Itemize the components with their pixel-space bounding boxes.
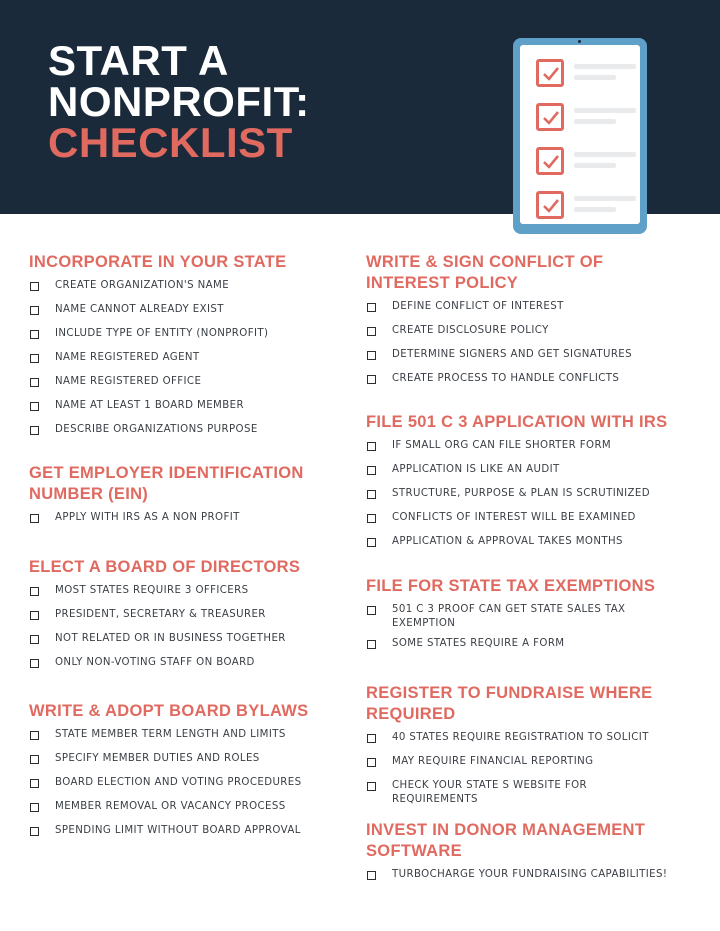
- checkbox[interactable]: [30, 827, 39, 836]
- section-title: FILE FOR STATE TAX EXEMPTIONS: [366, 577, 656, 595]
- checkbox[interactable]: [30, 306, 39, 315]
- page-title: [48, 37, 310, 166]
- checklist-item: CHECK YOUR STATE S WEBSITE FOR: [392, 780, 588, 791]
- checklist-item: CONFLICTS OF INTEREST WILL BE EXAMINED: [392, 512, 636, 523]
- checkbox[interactable]: [30, 514, 39, 523]
- check-icon: [536, 147, 636, 175]
- checkbox[interactable]: [367, 538, 376, 547]
- checklist-item: SPENDING LIMIT WITHOUT BOARD APPROVAL: [55, 825, 301, 836]
- checkbox[interactable]: [30, 659, 39, 668]
- checklist-item: STRUCTURE, PURPOSE & PLAN IS SCRUTINIZED: [392, 488, 650, 499]
- camera-dot: [578, 40, 581, 43]
- section-title: WRITE & ADOPT BOARD BYLAWS: [29, 702, 309, 720]
- checklist-item: CREATE ORGANIZATION'S NAME: [55, 280, 230, 291]
- checklist-item: NAME CANNOT ALREADY EXIST: [55, 304, 224, 315]
- checkbox[interactable]: [30, 803, 39, 812]
- checkbox[interactable]: [30, 755, 39, 764]
- checkbox[interactable]: [367, 640, 376, 649]
- section-title: INTEREST POLICY: [366, 274, 519, 292]
- checkbox[interactable]: [367, 303, 376, 312]
- checkbox[interactable]: [30, 635, 39, 644]
- check-icon: [536, 191, 636, 219]
- checklist-item: STATE MEMBER TERM LENGTH AND LIMITS: [55, 729, 286, 740]
- section-title: FILE 501 C 3 APPLICATION WITH IRS: [366, 413, 668, 431]
- title-line-2: NONPROFIT:: [48, 78, 310, 125]
- checkbox[interactable]: [367, 375, 376, 384]
- title-line-3: CHECKLIST: [48, 119, 293, 166]
- checkbox[interactable]: [367, 466, 376, 475]
- checkbox[interactable]: [30, 779, 39, 788]
- section-title: INVEST IN DONOR MANAGEMENT: [366, 821, 646, 839]
- title-line-1: START A: [48, 37, 229, 84]
- checkbox[interactable]: [367, 782, 376, 791]
- checkbox[interactable]: [367, 871, 376, 880]
- checklist-item: NAME AT LEAST 1 BOARD MEMBER: [55, 400, 244, 411]
- checklist-item: DESCRIBE ORGANIZATIONS PURPOSE: [55, 424, 258, 435]
- checklist-item: NOT RELATED OR IN BUSINESS TOGETHER: [55, 633, 286, 644]
- section-title: REQUIRED: [366, 705, 456, 723]
- checklist-item: EXEMPTION: [392, 618, 456, 629]
- checklist-item: MOST STATES REQUIRE 3 OFFICERS: [55, 585, 249, 596]
- checklist-item: MEMBER REMOVAL OR VACANCY PROCESS: [55, 801, 286, 812]
- checkbox[interactable]: [30, 354, 39, 363]
- section-title: NUMBER (EIN): [29, 485, 149, 503]
- checklist-item: PRESIDENT, SECRETARY & TREASURER: [55, 609, 266, 620]
- checklist-item: REQUIREMENTS: [392, 794, 478, 805]
- checklist-item: BOARD ELECTION AND VOTING PROCEDURES: [55, 777, 302, 788]
- checkbox[interactable]: [367, 351, 376, 360]
- checkbox[interactable]: [367, 490, 376, 499]
- checklist-item: NAME REGISTERED OFFICE: [55, 376, 202, 387]
- section-title: GET EMPLOYER IDENTIFICATION: [29, 464, 304, 482]
- checklist-item: CREATE DISCLOSURE POLICY: [392, 325, 549, 336]
- checklist-item: SOME STATES REQUIRE A FORM: [392, 638, 565, 649]
- checklist-item: APPLICATION IS LIKE AN AUDIT: [392, 464, 560, 475]
- section-title: ELECT A BOARD OF DIRECTORS: [29, 558, 301, 576]
- section-title: INCORPORATE IN YOUR STATE: [29, 253, 287, 271]
- checklist-item: 40 STATES REQUIRE REGISTRATION TO SOLICIT: [392, 732, 649, 743]
- checkbox[interactable]: [30, 330, 39, 339]
- checklist-item: MAY REQUIRE FINANCIAL REPORTING: [392, 756, 594, 767]
- checklist-item: APPLICATION & APPROVAL TAKES MONTHS: [392, 536, 623, 547]
- check-icon: [536, 103, 636, 131]
- check-icon: [536, 59, 636, 87]
- section-title: SOFTWARE: [366, 842, 462, 860]
- section-title: REGISTER TO FUNDRAISE WHERE: [366, 684, 653, 702]
- checkbox[interactable]: [367, 327, 376, 336]
- checklist-item: TURBOCHARGE YOUR FUNDRAISING CAPABILITIES!: [392, 869, 668, 880]
- checkbox[interactable]: [367, 758, 376, 767]
- checklist-item: DEFINE CONFLICT OF INTEREST: [392, 301, 564, 312]
- checkbox[interactable]: [30, 611, 39, 620]
- checkbox[interactable]: [367, 606, 376, 615]
- checklist-item: ONLY NON-VOTING STAFF ON BOARD: [55, 657, 255, 668]
- checklist-item: 501 C 3 PROOF CAN GET STATE SALES TAX: [392, 604, 626, 615]
- checkbox[interactable]: [30, 426, 39, 435]
- checkbox[interactable]: [30, 282, 39, 291]
- checklist-item: NAME REGISTERED AGENT: [55, 352, 200, 363]
- checklist-item: DETERMINE SIGNERS AND GET SIGNATURES: [392, 349, 633, 360]
- checklist-item: IF SMALL ORG CAN FILE SHORTER FORM: [392, 440, 612, 451]
- checklist-item: INCLUDE TYPE OF ENTITY (NONPROFIT): [55, 328, 269, 339]
- checklist-item: CREATE PROCESS TO HANDLE CONFLICTS: [392, 373, 620, 384]
- checklist-item: SPECIFY MEMBER DUTIES AND ROLES: [55, 753, 260, 764]
- checkbox[interactable]: [30, 378, 39, 387]
- checkbox[interactable]: [367, 514, 376, 523]
- section-title: WRITE & SIGN CONFLICT OF: [366, 253, 604, 271]
- checkbox[interactable]: [367, 442, 376, 451]
- tablet-screen: [520, 45, 640, 224]
- checkbox[interactable]: [367, 734, 376, 743]
- checkbox[interactable]: [30, 587, 39, 596]
- checklist-item: APPLY WITH IRS AS A NON PROFIT: [55, 512, 240, 523]
- checkbox[interactable]: [30, 731, 39, 740]
- checklist-tablet-icon: [513, 38, 647, 234]
- checkbox[interactable]: [30, 402, 39, 411]
